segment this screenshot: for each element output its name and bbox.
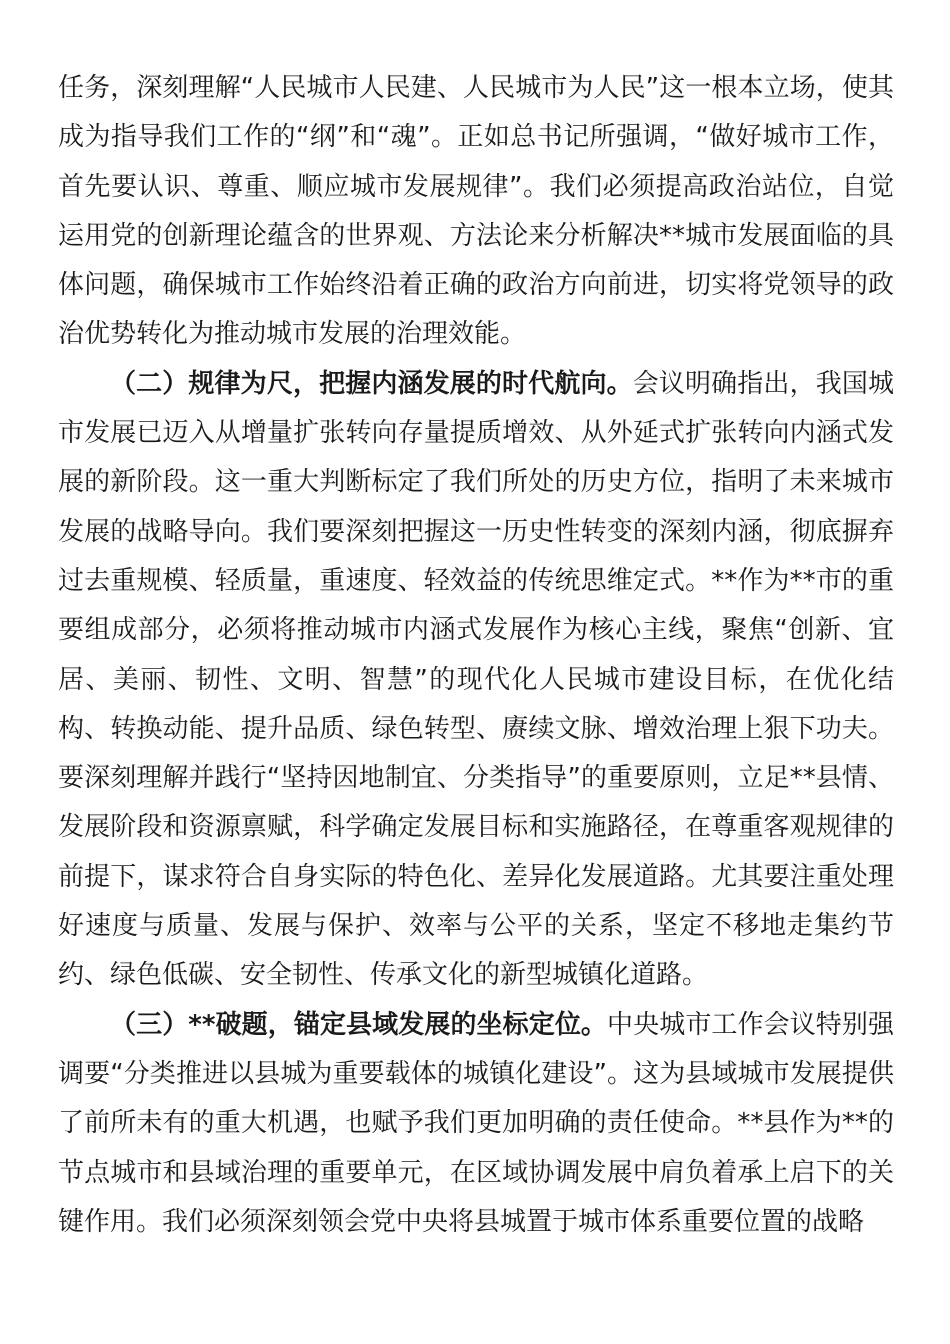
paragraph-3 <box>58 1001 894 1247</box>
paragraph-2 <box>58 360 894 1001</box>
document-page <box>58 64 894 1247</box>
section-3-heading: （三）**破题，锚定县域发展的坐标定位。 <box>110 1009 608 1040</box>
paragraph-1 <box>58 64 894 360</box>
section-2-heading: （二）规律为尺，把握内涵发展的时代航向。 <box>110 368 633 399</box>
paragraph-2-text: 会议明确指出，我国城市发展已迈入从增量扩张转向存量提质增效、从外延式扩张转向内涵式发展的新阶段。这一重大判断标定了我们所处的历史方位，指明了未来城市发展的战略导向。我们要深刻把握这一历史性转变的深刻内涵，彻底摒弃过去重规模、轻质量，重速度、轻效益的传统思维定式。**作为**市的重要组成部分，必须将推动城市内涵式发展作为核心主线，聚焦“创新、宜居、美丽、韧性、文明、智慧”的现代化人民城市建设目标，在优化结构、转换动能、提升品质、绿色转型、赓续文脉、增效治理上狠下功夫。要深刻理解并践行“坚持因地制宜、分类指导”的重要原则，立足**县情、发展阶段和资源禀赋，科学确定发展目标和实施路径，在尊重客观规律的前提下，谋求符合自身实际的特色化、差异化发展道路。尤其要注重处理好速度与质量、发展与保护、效率与公平的关系，坚定不移地走集约节约、绿色低碳、安全韧性、传承文化的新型城镇化道路。 <box>58 368 894 991</box>
paragraph-1-text: 任务，深刻理解“人民城市人民建、人民城市为人民”这一根本立场，使其成为指导我们工作的“纲”和“魂”。正如总书记所强调，“做好城市工作，首先要认识、尊重、顺应城市发展规律”。我们必须提高政治站位，自觉运用党的创新理论蕴含的世界观、方法论来分析解决**城市发展面临的具体问题，确保城市工作始终沿着正确的政治方向前进，切实将党领导的政治优势转化为推动城市发展的治理效能。 <box>58 73 894 350</box>
paragraph-3-text: 中央城市工作会议特别强调要“分类推进以县城为重要载体的城镇化建设”。这为县域城市发展提供了前所未有的重大机遇，也赋予我们更加明确的责任使命。**县作为**的节点城市和县域治理的重要单元，在区域协调发展中肩负着承上启下的关键作用。我们必须深刻领会党中央将县城置于城市体系重要位置的战略 <box>58 1009 894 1237</box>
